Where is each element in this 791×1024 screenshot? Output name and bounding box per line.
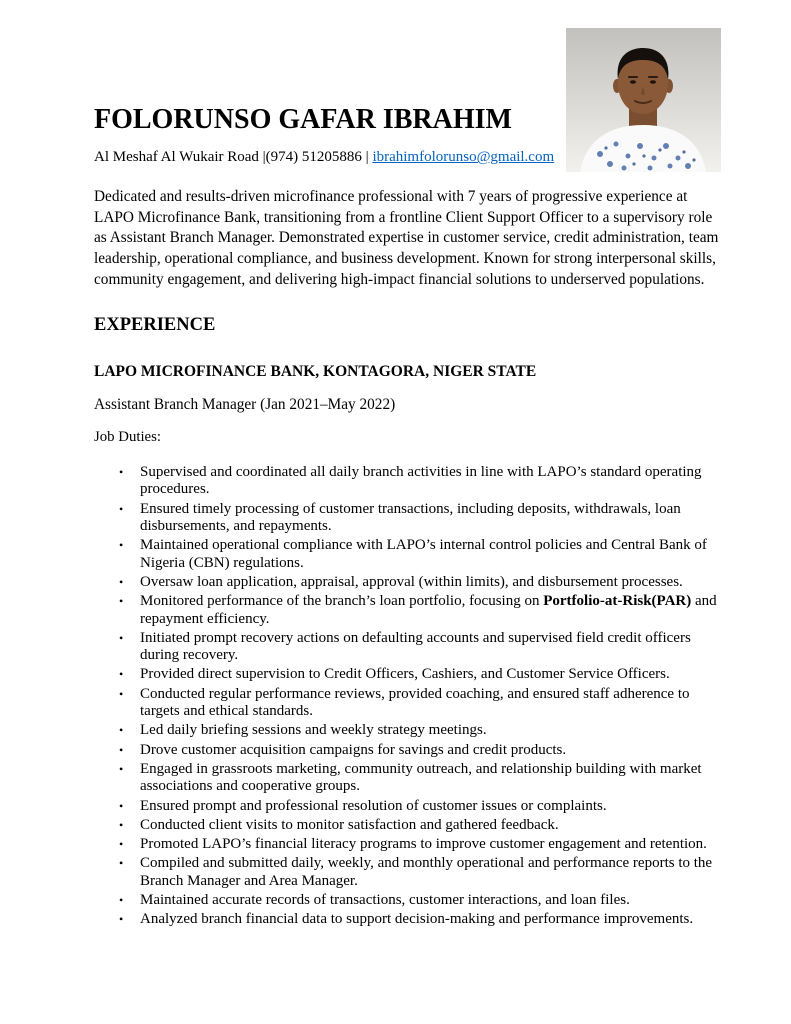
duty-item (140, 742, 721, 759)
duty-item (140, 593, 721, 628)
duty-text: Conducted regular performance reviews, provided coaching, and ensured staff adherence to targets and ethical standards. (140, 685, 690, 720)
duty-item (140, 574, 721, 591)
section-title-experience: EXPERIENCE (94, 315, 216, 336)
duty-text: Ensured prompt and professional resolution of customer issues or complaints. (140, 797, 607, 814)
duty-item (140, 686, 721, 721)
duty-text: Maintained operational compliance with LAPO’s internal control policies and Central Bank of Nigeria (CBN) regulations. (140, 537, 707, 571)
duty-text: Engaged in grassroots marketing, community outreach, and relationship building with market associations and cooperative groups. (140, 760, 702, 795)
duty-item (140, 817, 721, 834)
duty-text: Promoted LAPO’s financial literacy programs to improve customer engagement and retention. (140, 836, 707, 853)
contact-address-phone: Al Meshaf Al Wukair Road |(974) 51205886 | (94, 149, 373, 166)
duties-label: Job Duties: (94, 429, 161, 446)
duty-item (140, 464, 721, 499)
duty-text-post: and repayment efficiency. (140, 593, 717, 627)
duty-text: Provided direct supervision to Credit Officers, Cashiers, and Customer Service Officers. (140, 666, 670, 683)
duty-item (140, 836, 721, 853)
duty-item (140, 501, 721, 536)
employer-heading: LAPO MICROFINANCE BANK, KONTAGORA, NIGER STATE (94, 363, 537, 381)
role-line: Assistant Branch Manager (Jan 2021–May 2022) (94, 396, 396, 414)
duty-bold: Portfolio-at-Risk(PAR) (543, 593, 692, 610)
duty-item (140, 798, 721, 815)
duty-text: Conducted client visits to monitor satisfaction and gathered feedback. (140, 816, 559, 833)
duty-item (140, 630, 721, 665)
duty-text: Ensured timely processing of customer transactions, including deposits, withdrawals, loan disbursements, and repayments. (140, 500, 681, 535)
duty-text: Maintained accurate records of transactions, customer interactions, and loan files. (140, 891, 630, 908)
document-content (0, 104, 791, 929)
duty-text: Analyzed branch financial data to support decision-making and performance improvements. (140, 911, 694, 928)
duty-text: Compiled and submitted daily, weekly, and monthly operational and performance reports to the Branch Manager and Area Manager. (140, 855, 713, 889)
duty-item (140, 855, 721, 890)
duty-item (140, 666, 721, 683)
duty-text: Oversaw loan application, appraisal, approval (within limits), and disbursement processes. (140, 573, 683, 590)
profile-photo (566, 28, 721, 172)
headshot-image (566, 28, 721, 172)
duty-item (140, 911, 721, 928)
duties-list (94, 464, 721, 928)
duty-item (140, 892, 721, 909)
duty-item (140, 761, 721, 796)
duty-text: Led daily briefing sessions and weekly strategy meetings. (140, 722, 487, 739)
duty-text: Monitored performance of the branch’s loan portfolio, focusing on (140, 593, 544, 610)
summary-paragraph: Dedicated and results-driven microfinance professional with 7 years of progressive experience at LAPO Microfinance Bank, transitioning from a frontline Client Support Officer to a supervisory role as Assistant Branch Manager. Demonstrated expertise in customer service, credit administration, team leadership, operational compliance, and business development. Known for strong interpersonal skills, community engagement, and delivering high-impact financial solutions to underserved populations. (94, 188, 719, 288)
email-link[interactable]: ibrahimfolorunso@gmail.com (372, 149, 555, 166)
duty-text: Initiated prompt recovery actions on defaulting accounts and supervised field credit officers during recovery. (140, 629, 691, 664)
page-title: FOLORUNSO GAFAR IBRAHIM (94, 104, 512, 135)
duty-text: Supervised and coordinated all daily branch activities in line with LAPO’s standard operating procedures. (140, 464, 702, 498)
duty-item (140, 537, 721, 572)
duty-text: Drove customer acquisition campaigns for savings and credit products. (140, 741, 567, 758)
duty-item (140, 722, 721, 739)
